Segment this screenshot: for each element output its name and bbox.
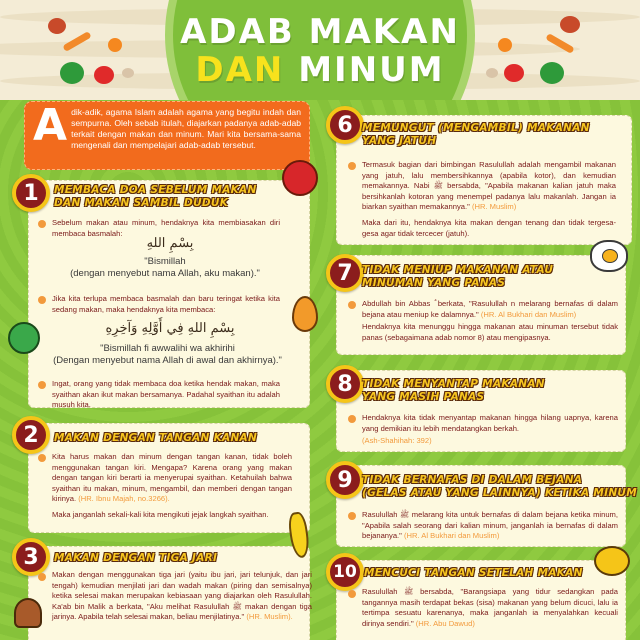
- section-7-paragraph-1: [362, 299, 618, 320]
- hadith-reference: (HR. Abu Dawud): [415, 618, 475, 628]
- section-number-8: 8: [326, 365, 364, 403]
- egg-yolk: [602, 249, 618, 263]
- bullet-icon: [38, 296, 46, 304]
- section-number-3: 3: [12, 538, 50, 576]
- paragraph-text: Rasulullah ﷺ bersabda, "Barangsiapa yang tidur sedangkan pada tangannya masih terdapat bekas (sisa) makanan yang belum dicuci, lalu ia tertimpa sesuatu karenanya, maka janganlah ia menyalahkan kecuali dirinya sendiri.": [362, 587, 618, 628]
- hadith-reference: (HR. Al Bukhari dan Muslim): [403, 531, 500, 541]
- mango-icon: [292, 296, 318, 332]
- section-number-2: 2: [12, 416, 50, 454]
- section-number-7: 7: [326, 254, 364, 292]
- section-title-line: MAKAN DENGAN TANGAN KANAN: [54, 432, 258, 444]
- section-title-3: [54, 552, 217, 565]
- quote-line: (Dengan menyebut nama Allah di awal dan akhirnya).": [53, 355, 282, 366]
- section-6-paragraph-2: Maka dari itu, hendaknya kita makan dengan tenang dan tidak tergesa-gesa agar tidak tercecer (jatuh).: [362, 218, 616, 238]
- bullet-icon: [348, 301, 356, 309]
- page-title-line2: [0, 50, 640, 90]
- page-title-line1: ADAB MAKAN: [180, 12, 460, 52]
- section-title-1: [54, 184, 257, 210]
- quote-bismillah: [20, 256, 310, 280]
- paragraph-text: Termasuk bagian dari bimbingan Rasulullah adalah mengambil makanan yang jatuh, lalu membersihkannya (apabila kotor), dan kemudian memakannya. Nabi ﷺ bersabda, "Apabila makanan kalian jatuh maka bersihkanlah kotoran yang menempel padanya lalu makanlah. Jangan ia biarkan syaithan memakannya.": [362, 160, 616, 212]
- section-number-1: 1: [12, 174, 50, 212]
- section-title-line: (GELAS ATAU YANG LAINNYA) KETIKA MINUM: [362, 487, 638, 499]
- section-2-paragraph-2: Maka janganlah sekali-kali kita mengikuti jejak langkah syaithan.: [52, 510, 269, 519]
- section-title-line: MEMUNGUT (MENGAMBIL) MAKANAN: [362, 122, 590, 134]
- quote-line: "Bismillah: [144, 256, 186, 267]
- paragraph-text: Rasulullah ﷺ melarang kita untuk bernafas di dalam bejana ketika minum, "Apabila salah seorang dari kalian minum, janganlah ia bernafas di dalam bejananya.": [362, 510, 618, 541]
- section-10-paragraph-1: [362, 587, 618, 629]
- donut-icon: [594, 546, 630, 576]
- arabic-awwalihi: بِسْمِ اللهِ فِي أَوَّلِهِ وَآخِرِهِ: [105, 321, 235, 336]
- section-7-paragraph-2: Hendaknya kita menunggu hingga makanan atau minuman tersebut tidak panas (sebagaimana adab nomor 8) atau mengipasnya.: [362, 322, 618, 342]
- bullet-icon: [38, 220, 46, 228]
- section-number-6: 6: [326, 106, 364, 144]
- hadith-reference: (HR. Al Bukhari dan Muslim): [480, 309, 577, 319]
- quote-line: (dengan menyebut nama Allah, aku makan).": [70, 268, 260, 279]
- section-title-2: [54, 432, 257, 445]
- section-8-reference: (Ash-Shahihah: 392): [362, 436, 432, 445]
- apple-icon: [282, 160, 318, 196]
- intro-dropcap: A: [33, 100, 68, 151]
- quote-line: "Bismillah fi awwalihi wa akhirihi: [100, 343, 235, 354]
- section-8-paragraph-1: Hendaknya kita tidak menyantap makanan hingga hilang uapnya, karena yang demikian itu lebih mendatangkan berkah.: [362, 413, 618, 433]
- section-title-line: MINUMAN YANG PANAS: [362, 277, 506, 289]
- section-title-8: [362, 378, 545, 404]
- paragraph-text: Kita harus makan dan minum dengan tangan kanan, tidak boleh menggunakan tangan kiri. Mengapa? Karena orang yang makan dengan tangan kiri berarti ia menyerupai syaithan. Ketahuilah bahwa syaithan itu makan, minum, mengambil, dan memberi dengan tangan kirinya.: [52, 452, 292, 504]
- muffin-icon: [14, 598, 42, 628]
- paragraph-text: Abdullah bin Abbas ؓ berkata, "Rasulullah n melarang bernafas di dalam bejana atau meniup ke dalamnya.": [362, 299, 618, 319]
- section-title-line: TIDAK BERNAFAS DI DALAM BEJANA: [362, 474, 583, 486]
- section-title-line: TIDAK MENIUP MAKANAN ATAU: [362, 264, 554, 276]
- intro-box: [24, 101, 310, 170]
- section-title-line: MEMBACA DOA SEBELUM MAKAN: [54, 184, 257, 196]
- section-title-line: DAN MAKAN SAMBIL DUDUK: [54, 197, 229, 209]
- bullet-icon: [348, 415, 356, 423]
- arabic-basmalah: بِسْمِ اللهِ: [146, 236, 194, 251]
- title-highlight: DAN: [195, 50, 285, 90]
- bullet-icon: [348, 162, 356, 170]
- bullet-icon: [38, 454, 46, 462]
- bullet-icon: [38, 381, 46, 389]
- hadith-reference: (HR. Muslim).: [246, 612, 293, 622]
- section-number-10: 10: [326, 553, 364, 591]
- section-3-paragraph-1: [52, 570, 312, 623]
- paragraph-text: Makan dengan menggunakan tiga jari (yaitu ibu jari, jari telunjuk, dan jari tengah) kemudian menjilati jari dan wadah makan (piring dan semisalnya) ketika selesai makan merupakan kebiasaan yang diajarkan oleh Rasulullah. Ka'ab bin Malik a berkata, "Aku melihat Rasulullah ﷺ makan dengan tiga jarinya. Apabila telah selesai makan, beliau menjilatinya.": [52, 570, 312, 622]
- header-banner: [0, 0, 640, 100]
- section-9-paragraph-1: [362, 510, 618, 542]
- section-title-10: [364, 567, 583, 580]
- section-title-line: YANG JATUH: [362, 135, 437, 147]
- section-title-line: TIDAK MENYANTAP MAKANAN: [362, 378, 545, 390]
- intro-text: dik-adik, agama Islam adalah agama yang begitu indah dan sempurna. Oleh sebab itulah, diajarkan padanya adab-adab terkait dengan makan dan minum. Mari kita bersama-sama mengenali dan mempelajari adab-adab tersebut.: [71, 107, 301, 150]
- broccoli-icon: [8, 322, 40, 354]
- bullet-icon: [348, 512, 356, 520]
- section-title-6: [362, 122, 590, 148]
- hadith-reference: (HR. Ibnu Majah, no.3266).: [78, 494, 170, 504]
- hadith-reference: (HR. Muslim): [471, 202, 517, 212]
- section-1-paragraph-3: Ingat, orang yang tidak membaca doa ketika hendak makan, maka syaithan akan ikut makan bersamanya. Padahal syaithan itu adalah musuh kita.: [52, 379, 280, 410]
- section-1-paragraph-2: Jika kita terlupa membaca basmalah dan baru teringat ketika kita sedang makan, maka hendaknya kita membaca:: [52, 294, 280, 314]
- bullet-icon: [348, 590, 356, 598]
- section-title-7: [362, 264, 553, 290]
- section-title-line: MAKAN DENGAN TIGA JARI: [54, 552, 218, 564]
- section-title-9: [362, 474, 637, 500]
- section-1-paragraph-1: Sebelum makan atau minum, hendaknya kita membiasakan diri membaca basmalah:: [52, 218, 280, 238]
- title-rest: MINUM: [298, 50, 445, 90]
- section-title-line: MENCUCI TANGAN SETELAH MAKAN: [364, 567, 583, 579]
- section-6-paragraph-1: [362, 160, 616, 213]
- quote-awwalihi: [20, 343, 315, 367]
- bullet-icon: [38, 573, 46, 581]
- section-number-9: 9: [326, 461, 364, 499]
- section-2-paragraph-1: [52, 452, 292, 505]
- section-title-line: YANG MASIH PANAS: [362, 391, 485, 403]
- fried-egg-icon: [590, 240, 628, 272]
